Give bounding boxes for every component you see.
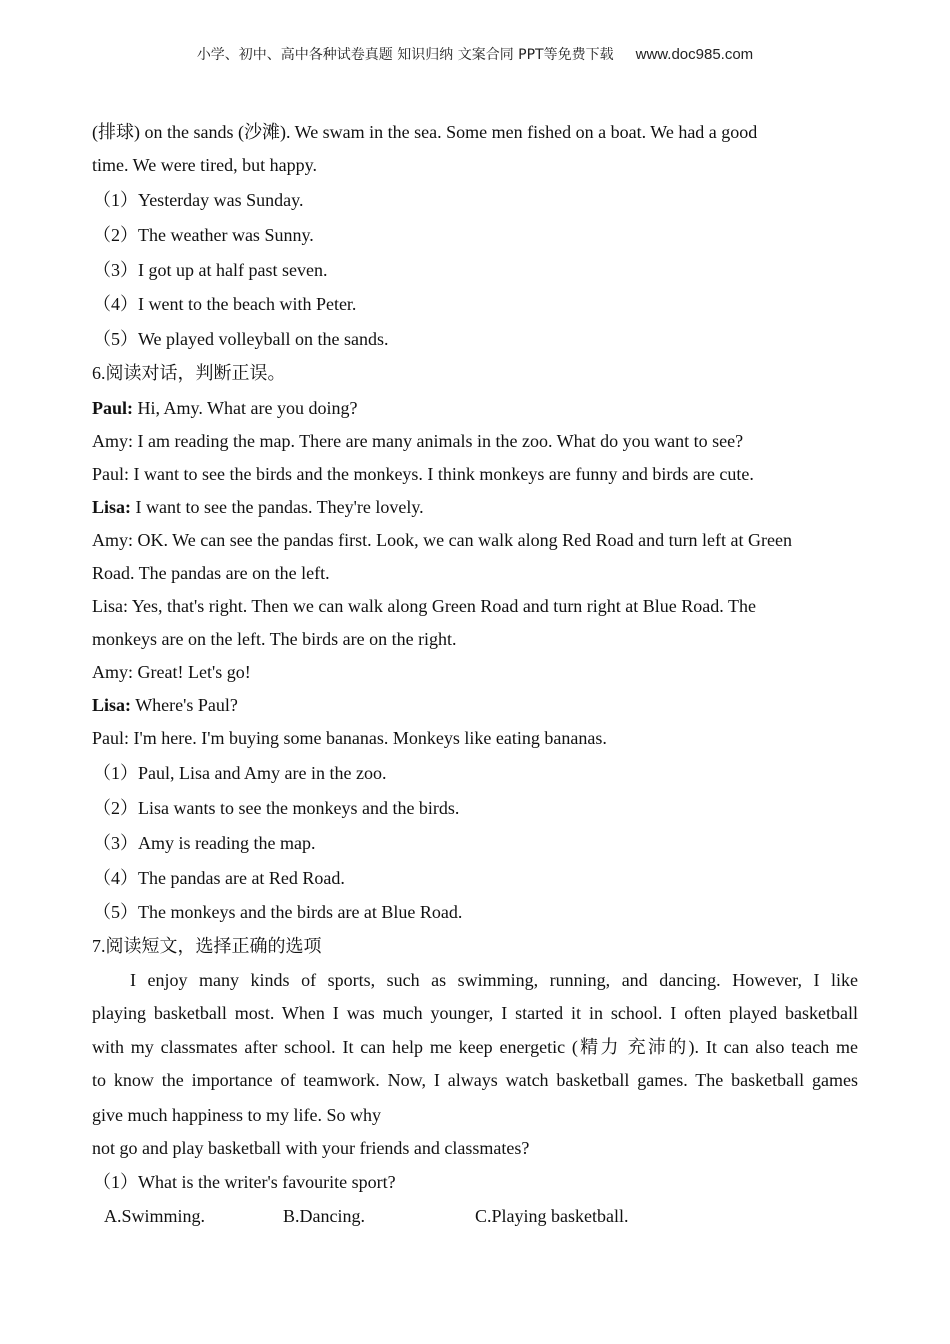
option-b: B.Dancing. [283, 1206, 365, 1226]
statement-5-2: （2）The weather was Sunny. [93, 225, 314, 245]
dialogue-line [92, 595, 756, 617]
dialogue-line [92, 529, 792, 551]
header-url[interactable]: www.doc985.com [635, 46, 754, 63]
dialogue-text: Where's Paul? [131, 695, 238, 715]
statement-5-3: （3）I got up at half past seven. [93, 260, 328, 280]
dialogue-text: monkeys are on the left. The birds are on the right. [92, 629, 457, 649]
dialogue-line [92, 496, 424, 518]
paragraph-line-5: give much happiness to my life. So why [92, 1105, 381, 1125]
dialogue-text: Amy: I am reading the map. There are many animals in the zoo. What do you want to see? [92, 431, 744, 451]
paragraph-line-3: with my classmates after school. It can help me keep energetic (精力 充沛的). It can also teach me [92, 1037, 858, 1057]
paragraph-line-6: not go and play basketball with your friends and classmates? [92, 1138, 530, 1158]
dialogue-text: Paul: I'm here. I'm buying some bananas. Monkeys like eating bananas. [92, 728, 607, 748]
passage5-line-2: time. We were tired, but happy. [92, 155, 317, 175]
dialogue-line [92, 727, 607, 749]
paragraph-line-2: playing basketball most. When I was much younger, I started it in school. I often played basketball [92, 1003, 858, 1023]
paragraph-line-1: I enjoy many kinds of sports, such as swimming, running, and dancing. However, I like [130, 970, 858, 990]
statement-6-3: （3）Amy is reading the map. [93, 833, 316, 853]
dialogue-line [92, 628, 457, 650]
section-6-title: 6.阅读对话，判断正误。 [92, 363, 286, 383]
dialogue-line [92, 430, 743, 452]
dialogue-text: Hi, Amy. What are you doing? [133, 398, 358, 418]
dialogue-text: Paul: I want to see the birds and the monkeys. I think monkeys are funny and birds are cute. [92, 464, 754, 484]
question-7-1: （1）What is the writer's favourite sport? [93, 1172, 396, 1192]
dialogue-text: Amy: OK. We can see the pandas first. Look, we can walk along Red Road and turn left at Green [92, 530, 793, 550]
statement-5-1: （1）Yesterday was Sunday. [93, 190, 304, 210]
speaker-label: Paul: [92, 398, 134, 418]
speaker-label: Lisa: [92, 695, 132, 715]
statement-6-1: （1）Paul, Lisa and Amy are in the zoo. [93, 763, 387, 783]
speaker-label: Lisa: [92, 497, 132, 517]
dialogue-line [92, 694, 238, 716]
dialogue-line [92, 397, 357, 419]
section-7-title: 7.阅读短文，选择正确的选项 [92, 936, 322, 956]
dialogue-text: Road. The pandas are on the left. [92, 563, 330, 583]
page-header [0, 44, 950, 64]
header-text: 小学、初中、高中各种试卷真题 知识归纳 文案合同 PPT等免费下载 [196, 47, 614, 63]
statement-6-5: （5）The monkeys and the birds are at Blue Road. [93, 902, 463, 922]
option-a: A.Swimming. [104, 1206, 206, 1226]
statement-5-4: （4）I went to the beach with Peter. [93, 294, 357, 314]
statement-6-4: （4）The pandas are at Red Road. [93, 868, 345, 888]
dialogue-line [92, 463, 754, 485]
option-c: C.Playing basketball. [475, 1206, 629, 1226]
statement-6-2: （2）Lisa wants to see the monkeys and the birds. [93, 798, 460, 818]
dialogue-line [92, 562, 330, 584]
paragraph-line-4: to know the importance of teamwork. Now, I always watch basketball games. The basketball games [92, 1070, 858, 1090]
statement-5-5: （5）We played volleyball on the sands. [93, 329, 389, 349]
passage5-line-1: (排球) on the sands (沙滩). We swam in the sea. Some men fished on a boat. We had a good [92, 122, 758, 142]
dialogue-text: Lisa: Yes, that's right. Then we can walk along Green Road and turn right at Blue Road. The [92, 596, 756, 616]
dialogue-text: Amy: Great! Let's go! [92, 662, 251, 682]
dialogue-text: I want to see the pandas. They're lovely. [131, 497, 424, 517]
dialogue-line [92, 661, 251, 683]
